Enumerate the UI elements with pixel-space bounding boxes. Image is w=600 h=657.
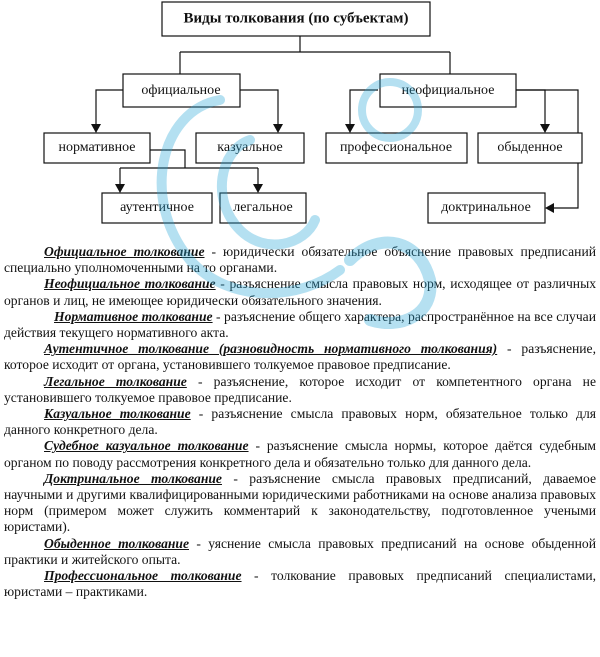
node-official [123,74,240,107]
node-everyday [478,133,582,163]
definition-text: - разъяснение смысла нормы, которое даётся судебным органом по поводу рассмотрения конкретного дела и обязательно только для данного дела. [4,438,596,470]
term-normative: Нормативное толкование [54,308,213,324]
definitions-list [4,244,596,600]
node-authentic [102,193,212,223]
node-casual [196,133,304,163]
definition-professional [4,568,596,600]
term-professional: Профессиональное толкование [44,568,242,584]
node-doctrinal [428,193,545,223]
node-unofficial [380,74,516,107]
arrowhead-casual [273,124,283,133]
node-professional [326,133,467,163]
definition-everyday [4,536,596,568]
node-normative [44,133,150,163]
node-official-label: официальное [141,83,221,99]
definition-judicial-casual [4,438,596,470]
definition-normative [4,309,596,341]
definition-official [4,244,596,276]
definition-text: - толкование правовых предписаний специалистами, юристами – практиками. [4,568,596,600]
definition-text: - разъяснение смысла правовых норм, обязательное только для данного конкретного дела. [4,406,597,438]
term-judicial-casual: Судебное казуальное толкование [44,438,249,454]
arrowhead-normative [91,124,101,133]
edge-title-branch [180,36,450,74]
arrowhead-legal [253,184,263,193]
arrowhead-professional [345,124,355,133]
node-professional-label: профессиональное [339,140,453,156]
definition-authentic [4,341,596,373]
node-normative-label: нормативное [58,140,136,156]
term-official: Официальное толкование [44,244,205,259]
edge-official-normative [96,90,125,126]
edge-official-casual [238,90,278,126]
definition-text: - разъяснение, которое исходит от компетентного органа не установившего толкуемое правовое предписание. [4,373,596,405]
node-doctrinal-label: доктринальное [441,200,531,216]
arrowhead-authentic [115,184,125,193]
definition-text: - юридически обязательное объяснение правовых предписаний специально уполномоченными на то органами. [4,244,596,276]
definition-text: - разъяснение смысла правовых норм, исходящее от различных органов и лиц, не имеющее юридически обязательного значения. [4,276,596,308]
term-legal: Легальное толкование [44,373,187,389]
definition-text: - разъяснение, которое исходит от органа, установившего толкуемое правовое предписание. [4,341,596,373]
term-doctrinal: Доктринальное толкование [44,470,222,486]
node-everyday-label: обыденное [497,140,563,156]
node-legal [220,193,306,223]
classification-diagram [0,0,600,240]
node-authentic-label: аутентичное [120,200,194,216]
definition-text: - разъяснение общего характера, распространённое на все случаи действия текущего нормативного акта. [4,308,596,341]
edge-unofficial-professional [350,90,378,126]
definition-casual [4,406,596,438]
diagram-edges [96,36,578,208]
definition-text: - уяснение смысла правовых предписаний на основе обыденной практики и житейского опыта. [4,535,596,567]
definition-legal [4,374,596,406]
term-casual: Казуальное толкование [44,406,191,422]
term-everyday: Обыденное толкование [44,535,190,551]
definition-text: - разъяснение смысла правовых предписаний, даваемое научными и другими квалифицированными юридическими работниками на основе анализа правовых норм (примером может служить комментарий к законодательству, подготовленное учеными юристами). [4,470,596,535]
term-unofficial: Неофициальное толкование [44,276,216,292]
node-title-label: Виды толкования (по субъектам) [183,10,409,27]
arrowhead-doctrinal [545,203,554,213]
term-authentic: Аутентичное толкование (разновидность нормативного толкования) [44,341,498,357]
definition-doctrinal [4,471,596,536]
node-casual-label: казуальное [217,140,283,156]
arrowhead-everyday [540,124,550,133]
definition-unofficial [4,276,596,308]
node-legal-label: легальное [233,200,293,216]
node-unofficial-label: неофициальное [401,83,495,99]
node-title [162,2,430,36]
edge-unofficial-everyday [515,90,545,126]
